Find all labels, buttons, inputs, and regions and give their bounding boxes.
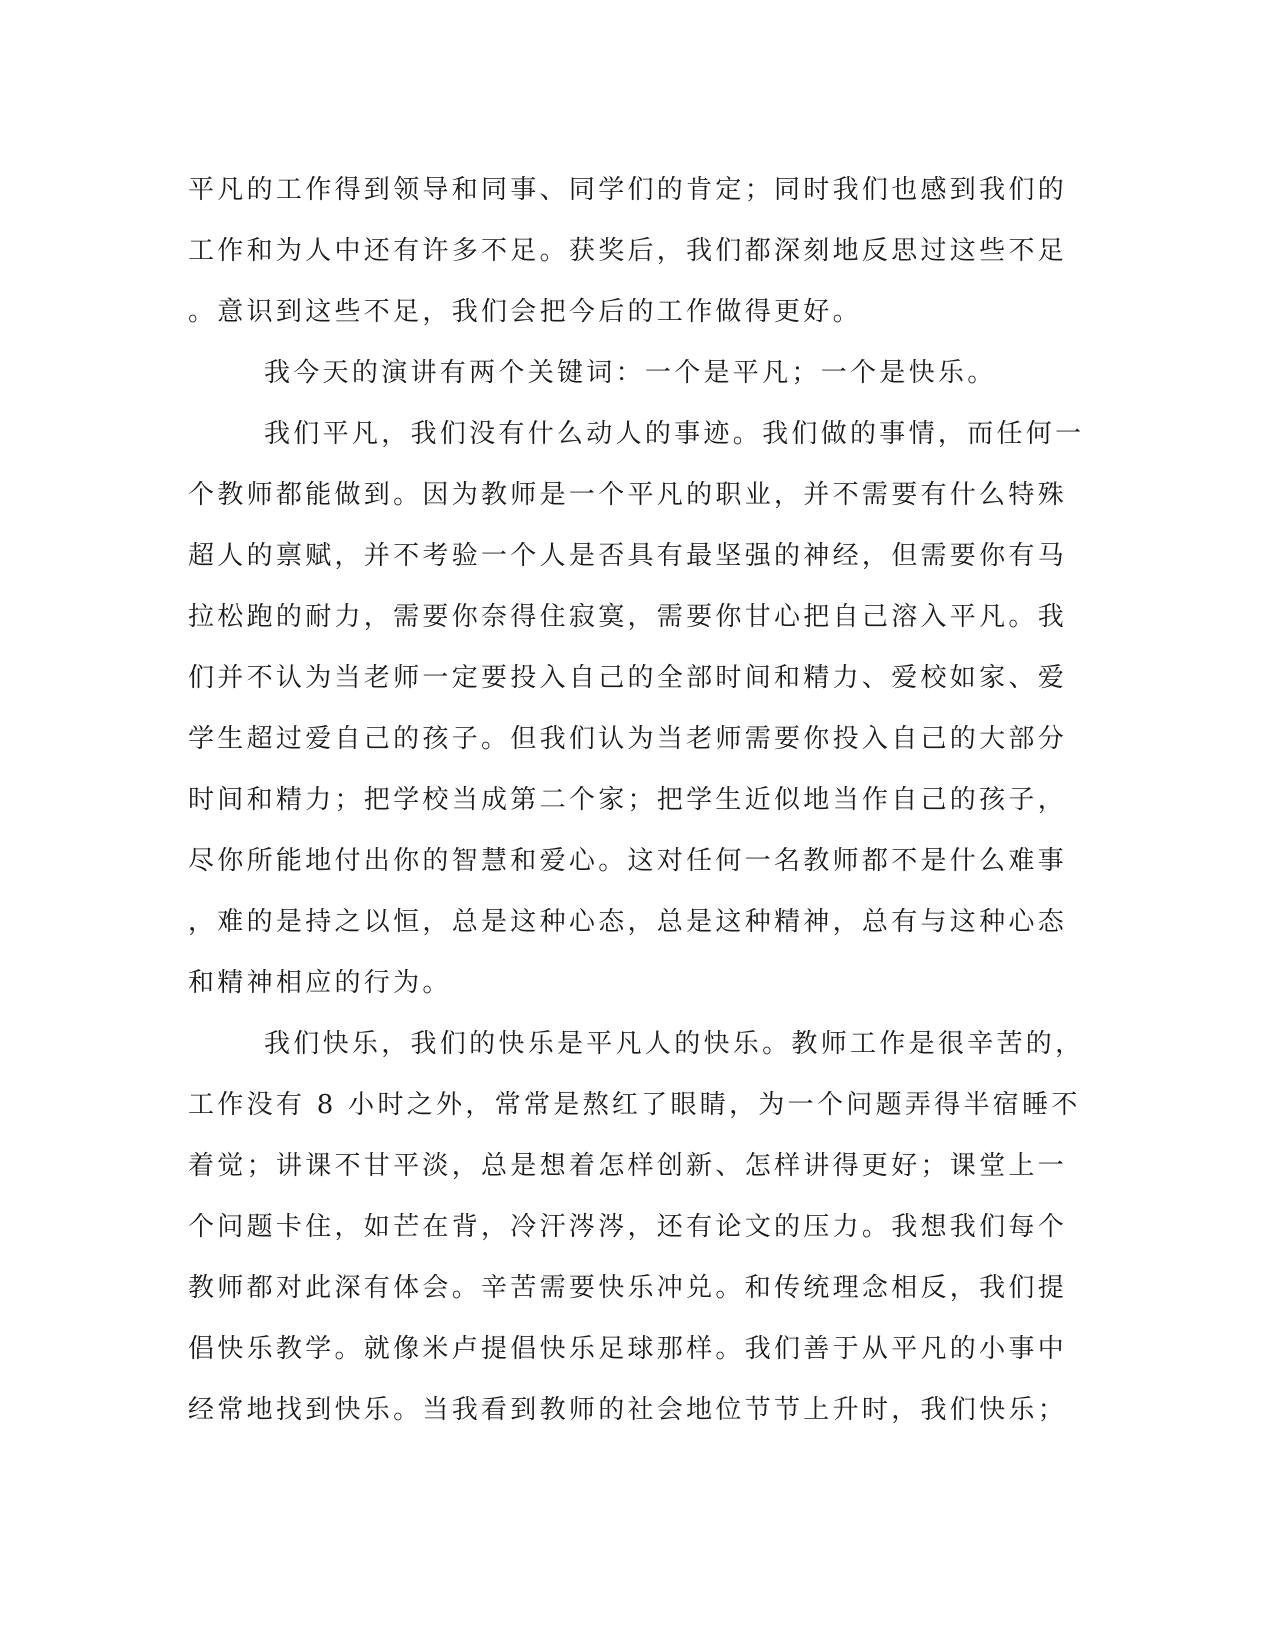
text-line: 和精神相应的行为。 bbox=[188, 968, 452, 998]
text-line: 倡快乐教学。就像米卢提倡快乐足球那样。我们善于从平凡的小事中 bbox=[188, 1334, 1068, 1364]
text-line: 个教师都能做到。因为教师是一个平凡的职业，并不需要有什么特殊 bbox=[188, 480, 1068, 510]
text-line: 拉松跑的耐力，需要你奈得住寂寞，需要你甘心把自己溶入平凡。我 bbox=[188, 602, 1068, 632]
text-line: 经常地找到快乐。当我看到教师的社会地位节节上升时，我们快乐； bbox=[188, 1395, 1068, 1425]
paragraph-1 bbox=[188, 160, 1068, 343]
text-line: 工作没有 8 小时之外，常常是熬红了眼睛，为一个问题弄得半宿睡不 bbox=[188, 1090, 1081, 1120]
text-line: 我今天的演讲有两个关键词：一个是平凡；一个是快乐。 bbox=[264, 358, 997, 388]
text-line: 尽你所能地付出你的智慧和爱心。这对任何一名教师都不是什么难事 bbox=[188, 846, 1068, 876]
paragraph-2 bbox=[188, 343, 1068, 404]
text-line: 我们平凡，我们没有什么动人的事迹。我们做的事情，而任何一 bbox=[264, 419, 1085, 449]
text-line: ，难的是持之以恒，总是这种心态，总是这种精神，总有与这种心态 bbox=[188, 907, 1068, 937]
text-line: 超人的禀赋，并不考验一个人是否具有最坚强的神经，但需要你有马 bbox=[188, 541, 1068, 571]
paragraph-3 bbox=[188, 404, 1085, 1014]
text-line: 平凡的工作得到领导和同事、同学们的肯定；同时我们也感到我们的 bbox=[188, 175, 1068, 205]
text-line: 着觉；讲课不甘平淡，总是想着怎样创新、怎样讲得更好；课堂上一 bbox=[188, 1151, 1068, 1181]
text-line: 们并不认为当老师一定要投入自己的全部时间和精力、爱校如家、爱 bbox=[188, 663, 1068, 693]
text-line: 教师都对此深有体会。辛苦需要快乐冲兑。和传统理念相反，我们提 bbox=[188, 1273, 1068, 1303]
text-line: 时间和精力；把学校当成第二个家；把学生近似地当作自己的孩子， bbox=[188, 785, 1068, 815]
text-line: 工作和为人中还有许多不足。获奖后，我们都深刻地反思过这些不足 bbox=[188, 236, 1068, 266]
text-line: 。意识到这些不足，我们会把今后的工作做得更好。 bbox=[188, 297, 862, 327]
text-line: 学生超过爱自己的孩子。但我们认为当老师需要你投入自己的大部分 bbox=[188, 724, 1068, 754]
document-body bbox=[188, 160, 1085, 1441]
text-line: 个问题卡住，如芒在背，冷汗涔涔，还有论文的压力。我想我们每个 bbox=[188, 1212, 1068, 1242]
paragraph-4 bbox=[188, 1014, 1085, 1441]
text-line: 我们快乐，我们的快乐是平凡人的快乐。教师工作是很辛苦的， bbox=[264, 1029, 1085, 1059]
